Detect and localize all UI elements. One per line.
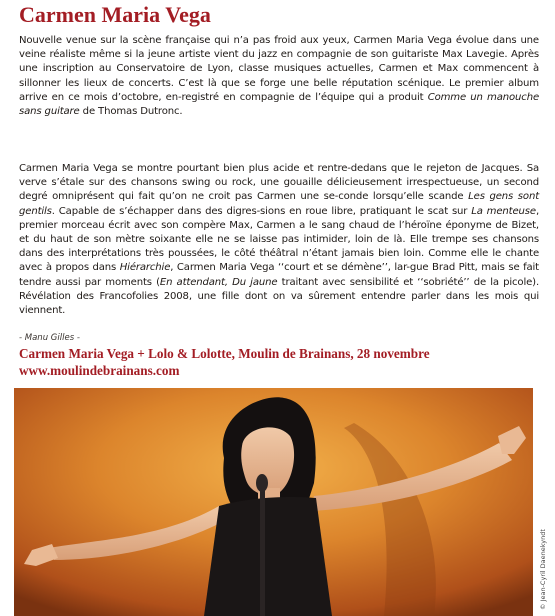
italic-title: En attendant, Du jaune bbox=[159, 276, 278, 288]
article-author: - Manu Gilles - bbox=[19, 333, 80, 343]
text-run: traitant avec sensibilité et ‘‘sobriété’’ de la picole). Révélation des Francofolies 2008, une fille dont on va sûrement entendre parler dans les mois qui viennent. bbox=[19, 276, 539, 317]
text-run: , Carmen Maria Vega ‘‘court et se démène’’, lar-gue Brad Pitt, mais se fait tendre aussi par moments ( bbox=[19, 262, 539, 288]
text-run: . Capable de s’échapper dans des digres-sions en roue libre, pratiquant le scat sur bbox=[51, 205, 472, 217]
text-run: Nouvelle venue sur la scène française qui n’a pas froid aux yeux, Carmen Maria Vega évolue dans une veine réaliste même si la jeune artiste vient du jazz en compagnie de son guitariste Max Lavegie. Après une inscription au Conservatoire de Lyon, classe musiques actuelles, Carmen et Max commencent à sillonner les lieux de concerts. C’est là que se forge une belle réputation scénique. Le premier album arrive en ce mois d’octobre, en-registré en compagnie de l’équipe qui a produit bbox=[19, 35, 539, 103]
italic-title: La menteuse bbox=[471, 205, 536, 217]
article-paragraph-1 bbox=[19, 34, 539, 119]
event-website-link[interactable]: www.moulindebrainans.com bbox=[19, 363, 180, 378]
text-run: , premier morceau écrit avec son compère Max, Carmen a le sang chaud de l’héroïne éponyme de Bizet, et du haut de son mètre soixante elle ne se laisse pas intimider, loin de là. Elle trempe ses chansons dans des interprétations très poussées, le côté théâtral n’étant jamais bien loin. Comme elle le chante avec à propos dans bbox=[19, 205, 540, 274]
photo-credit-text: © Jean-Cyril Daenekyndt bbox=[539, 529, 547, 610]
article-paragraph-2 bbox=[19, 162, 539, 318]
italic-title: Les gens sont gentils bbox=[19, 191, 539, 217]
event-info: Carmen Maria Vega + Lolo & Lolotte, Moulin de Brainans, 28 novembre bbox=[19, 346, 430, 361]
text-run: de Thomas Dutronc. bbox=[79, 106, 183, 118]
italic-title: Hiérarchie bbox=[119, 262, 171, 274]
article-title: Carmen Maria Vega bbox=[19, 2, 211, 27]
text-run: Carmen Maria Vega se montre pourtant bien plus acide et rentre-dedans que le rejeton de Jacques. Sa verve s’étale sur des chansons swing ou rock, une gouaille délicieusement irrespectueuse, un second degré omniprésent qui fait qu’on ne croit pas Carmen une se-conde lorsqu’elle scande bbox=[19, 163, 539, 203]
photo-credit bbox=[537, 440, 551, 610]
italic-title: Comme un manouche sans guitare bbox=[19, 91, 540, 118]
concert-photo bbox=[14, 388, 533, 616]
